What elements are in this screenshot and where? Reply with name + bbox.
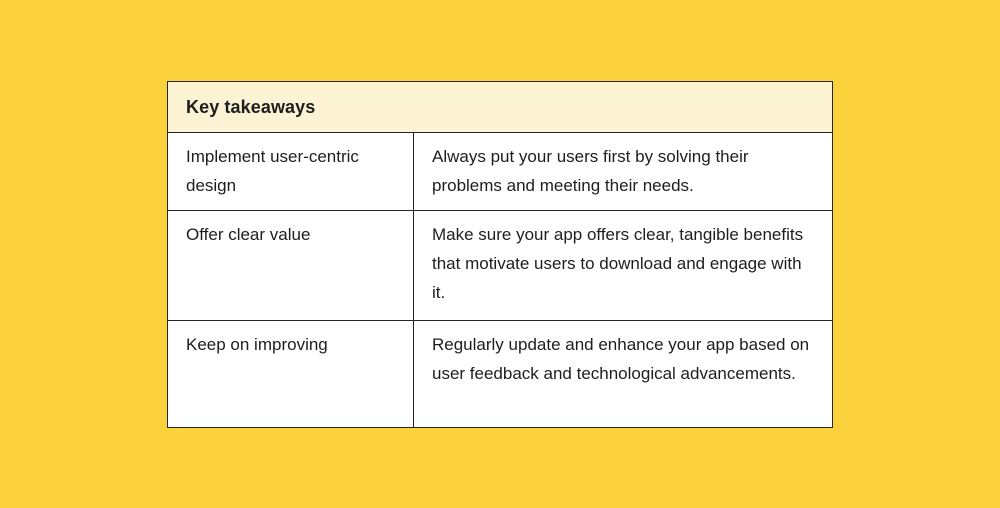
takeaway-term: Keep on improving <box>168 321 414 427</box>
takeaway-term: Offer clear value <box>168 211 414 320</box>
table-row <box>168 211 832 321</box>
key-takeaways-table <box>167 81 833 428</box>
takeaway-description: Regularly update and enhance your app based on user feedback and technological advancements. <box>432 335 810 383</box>
table-header-label: Key takeaways <box>186 96 316 117</box>
takeaway-description: Make sure your app offers clear, tangible benefits that motivate users to download and engage with it. <box>432 225 804 302</box>
takeaway-term: Implement user-centric design <box>168 133 414 210</box>
takeaway-description: Always put your users first by solving their problems and meeting their needs. <box>432 147 749 195</box>
table-header <box>168 82 832 133</box>
table-row <box>168 133 832 211</box>
table-row <box>168 321 832 427</box>
